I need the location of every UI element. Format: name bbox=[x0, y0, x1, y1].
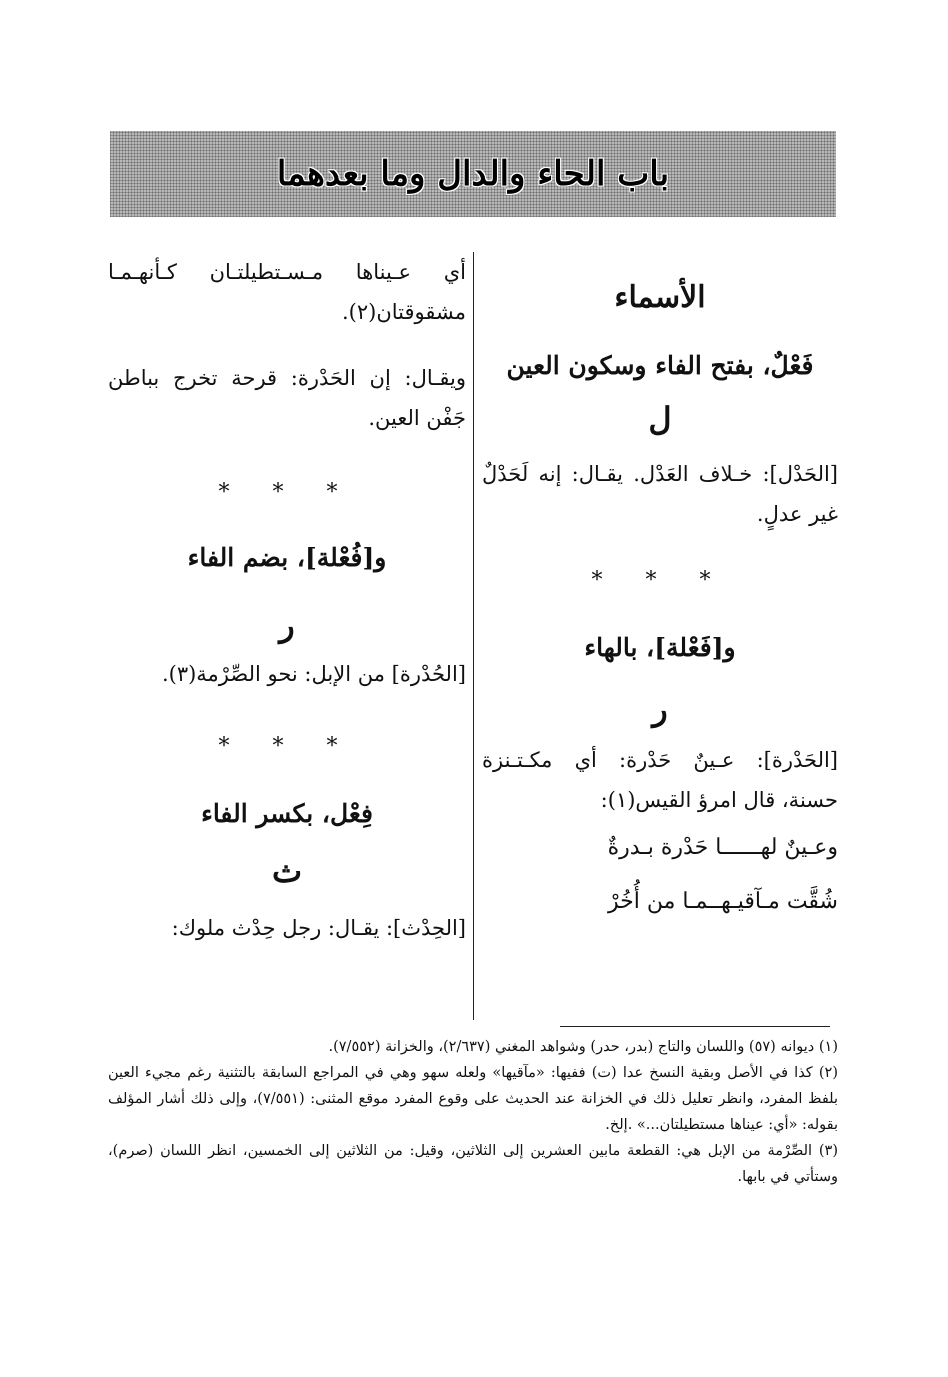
pattern-heading: و[فُعْلة]، بضم الفاء bbox=[187, 543, 387, 572]
entry-text: [الحَدْرة]: عـينٌ حَدْرة: أي مكـتـنزة حسنة، قال امرؤ القيس(١): bbox=[482, 748, 838, 812]
footnote: (١) ديوانه (٥٧) واللسان والتاج (بدر، حدر) وشواهد المغني (٢/٦٣٧)، والخزانة (٧/٥٥٢). bbox=[328, 1039, 838, 1055]
chapter-title: باب الحاء والدال وما بعدهما bbox=[276, 154, 670, 194]
section-heading: الأسماء bbox=[614, 280, 706, 315]
entry-text: [الحُدْرة] من الإبل: نحو الصِّرْمة(٣). bbox=[161, 662, 466, 686]
left-column bbox=[108, 252, 466, 948]
footnotes bbox=[108, 1034, 838, 1190]
separator-stars: * * * bbox=[591, 568, 729, 593]
letter-heading: ر bbox=[652, 690, 668, 728]
letter-heading: ر bbox=[279, 606, 295, 644]
separator-stars: * * * bbox=[218, 734, 356, 759]
pattern-heading: و[فَعْلة]، بالهاء bbox=[584, 633, 736, 662]
entry-text: [الحِدْث]: يقـال: رجل حِدْث ملوك: bbox=[171, 916, 466, 940]
chapter-banner bbox=[110, 131, 836, 217]
entry-text: ويقـال: إن الحَدْرة: قرحة تخرج بباطن جَفْن العين. bbox=[108, 366, 466, 430]
footnote: (٣) الصِّرْمة من الإبل هي: القطعة مابين العشرين إلى الثلاثين، وقيل: من الثلاثين إلى الخمسين، انظر اللسان (صرم)، وستأتي في بابها. bbox=[108, 1143, 838, 1185]
entry-text: أي عـيناها مـسـتطيلتـان كـأنهـمـا مشقوقتان(٢). bbox=[108, 260, 466, 324]
letter-heading: ل bbox=[648, 400, 672, 438]
separator-stars: * * * bbox=[218, 480, 356, 505]
pattern-heading: فِعْل، بكسر الفاء bbox=[201, 799, 373, 828]
poem-verse-line: وعـينٌ لهــــــا حَدْرة بـدرةٌ bbox=[607, 835, 838, 860]
right-column bbox=[482, 252, 838, 922]
pattern-heading: فَعْلٌ، بفتح الفاء وسكون العين bbox=[506, 351, 814, 380]
footnote: (٢) كذا في الأصل وبقية النسخ عدا (ت) ففيها: «مآقيها» ولعله سهو وهي في المراجع السابقة بالتثنية رغم مجيء العين بلفظ المفرد، وانظر تعليل ذلك في الخزانة عند الحديث على وقوع المفرد موقع المثنى: (٧/٥٥١)، وإلى ذلك أشار المؤلف بقوله: «أي: عيناها مستطيلتان...» .إلخ. bbox=[108, 1065, 838, 1133]
column-divider bbox=[473, 252, 474, 1020]
poem-verse-line: شُقَّت مـآقيـهــمـا من أُخُرْ bbox=[608, 889, 838, 914]
entry-text: [الحَدْل]: خـلاف العَدْل. يقـال: إنه لَحَدْلٌ غير عدلٍ. bbox=[482, 462, 838, 526]
footnote-rule bbox=[560, 1026, 830, 1027]
letter-heading: ث bbox=[271, 852, 303, 890]
